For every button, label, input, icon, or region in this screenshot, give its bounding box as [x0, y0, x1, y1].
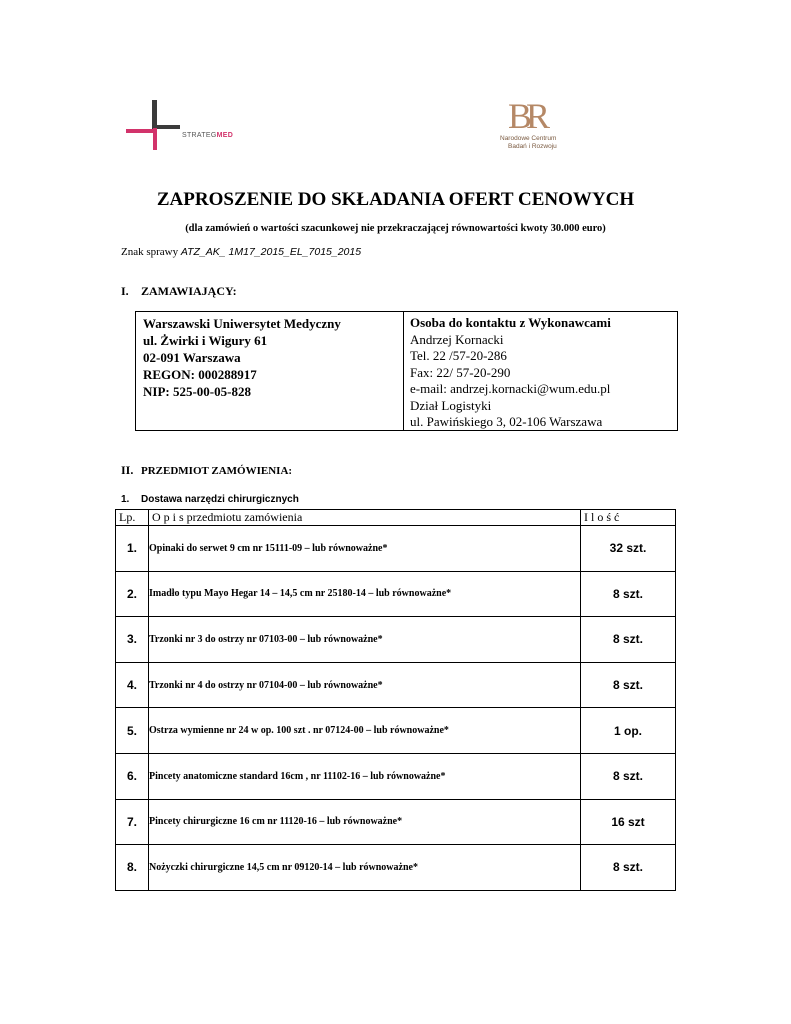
table-row: [116, 526, 676, 572]
contact-line: Fax: 22/ 57-20-290: [410, 364, 511, 380]
table-row: [116, 708, 676, 754]
row-lp: 1.: [116, 526, 149, 572]
case-reference: [121, 246, 361, 258]
party-line: ul. Żwirki i Wigury 61: [143, 333, 268, 348]
table-row: [116, 662, 676, 708]
case-number: ATZ_AK_ 1M17_2015_EL_7015_2015: [180, 246, 362, 258]
row-quantity: 8 szt.: [581, 571, 676, 617]
ncbr-logo: [500, 98, 590, 158]
section-2-title: PRZEDMIOT ZAMÓWIENIA:: [141, 465, 293, 477]
logo-plus-horizontal: [126, 129, 157, 133]
row-lp: 2.: [116, 571, 149, 617]
items-table: [115, 509, 676, 891]
contact-person-details: [410, 315, 611, 431]
row-description: Trzonki nr 3 do ostrzy nr 07103-00 – lub równoważne*: [149, 617, 581, 663]
table-row: [116, 571, 676, 617]
subsection-number: 1.: [121, 494, 130, 505]
document-subtitle: (dla zamówień o wartości szacunkowej nie przekraczającej równowartości kwoty 30.000 euro): [185, 223, 606, 234]
strategmed-logo: [126, 100, 246, 152]
row-lp: 5.: [116, 708, 149, 754]
logo-text-plain: STRATEG: [182, 132, 217, 139]
case-label: Znak sprawy: [121, 246, 179, 258]
ncbr-line2: Badań i Rozwoju: [508, 143, 557, 150]
row-quantity: 8 szt.: [581, 662, 676, 708]
subsection-title: Dostawa narzędzi chirurgicznych: [141, 494, 299, 505]
contact-line: Dział Logistyki: [410, 397, 492, 413]
logo-wordmark: [182, 132, 233, 139]
party-line: NIP: 525-00-05-828: [143, 384, 251, 399]
subsection-heading: [121, 494, 299, 505]
row-quantity: 8 szt.: [581, 617, 676, 663]
section-1-title: ZAMAWIAJĄCY:: [141, 284, 237, 298]
row-description: Trzonki nr 4 do ostrzy nr 07104-00 – lub równoważne*: [149, 662, 581, 708]
ncbr-line1: Narodowe Centrum: [500, 135, 557, 142]
row-lp: 3.: [116, 617, 149, 663]
row-quantity: 32 szt.: [581, 526, 676, 572]
section-1-heading: [121, 284, 237, 299]
box-divider: [403, 312, 404, 430]
header-lp: Lp.: [116, 510, 149, 526]
contracting-party-box: [135, 311, 678, 431]
row-description: Opinaki do serwet 9 cm nr 15111-09 – lub równoważne*: [149, 526, 581, 572]
row-quantity: 16 szt: [581, 799, 676, 845]
row-lp: 4.: [116, 662, 149, 708]
contact-email: e-mail: andrzej.kornacki@wum.edu.pl: [410, 381, 611, 396]
row-description: Pincety anatomiczne standard 16cm , nr 11102-16 – lub równoważne*: [149, 753, 581, 799]
row-description: Pincety chirurgiczne 16 cm nr 11120-16 – lub równoważne*: [149, 799, 581, 845]
row-quantity: 1 op.: [581, 708, 676, 754]
contact-heading: Osoba do kontaktu z Wykonawcami: [410, 315, 611, 330]
party-line: REGON: 000288917: [143, 367, 257, 382]
ncbr-monogram: BR: [508, 96, 545, 136]
section-1-number: I.: [121, 284, 129, 298]
row-lp: 6.: [116, 753, 149, 799]
section-2-heading: [121, 463, 292, 478]
row-quantity: 8 szt.: [581, 753, 676, 799]
table-row: [116, 845, 676, 891]
contact-line: Andrzej Kornacki: [410, 331, 504, 347]
table-header-row: [116, 510, 676, 526]
header-description: O p i s przedmiotu zamówienia: [149, 510, 581, 526]
contracting-party-details: [143, 315, 341, 400]
document-title: ZAPROSZENIE DO SKŁADANIA OFERT CENOWYCH: [156, 189, 635, 210]
party-line: Warszawski Uniwersytet Medyczny: [143, 316, 341, 331]
row-lp: 7.: [116, 799, 149, 845]
section-2-number: II.: [121, 463, 134, 477]
table-row: [116, 753, 676, 799]
contact-line: Tel. 22 /57-20-286: [410, 348, 507, 363]
row-description: Nożyczki chirurgiczne 14,5 cm nr 09120-14 – lub równoważne*: [149, 845, 581, 891]
table-row: [116, 799, 676, 845]
party-line: 02-091 Warszawa: [143, 350, 241, 365]
row-lp: 8.: [116, 845, 149, 891]
row-description: Imadło typu Mayo Hegar 14 – 14,5 cm nr 25180-14 – lub równoważne*: [149, 571, 581, 617]
logo-text-accent: MED: [216, 132, 234, 139]
row-quantity: 8 szt.: [581, 845, 676, 891]
row-description: Ostrza wymienne nr 24 w op. 100 szt . nr 07124-00 – lub równoważne*: [149, 708, 581, 754]
header-quantity: I l o ś ć: [581, 510, 676, 526]
contact-line: ul. Pawińskiego 3, 02-106 Warszawa: [410, 414, 603, 429]
table-row: [116, 617, 676, 663]
